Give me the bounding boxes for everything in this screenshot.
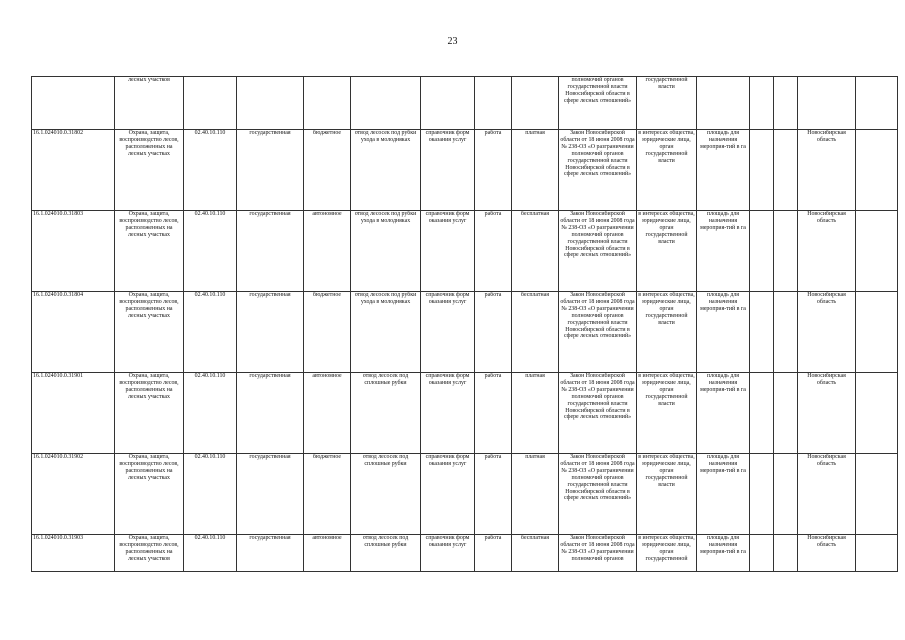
cell-region: Новосибирская область [798, 211, 856, 292]
cell-code: 16.1.024010.0.31802 [32, 130, 115, 211]
cell-form: справочник форм оказания услуг [421, 454, 475, 535]
cell-code: 16.1.024010.0.31902 [32, 454, 115, 535]
cell-consumers: в интересах общества, юридические лица, орган государственной власти [637, 292, 697, 373]
cell-indicator [697, 77, 750, 130]
table-row [32, 535, 898, 572]
cell-payment [512, 77, 559, 130]
cell-code: 16.1.024010.0.31901 [32, 373, 115, 454]
cell-empty [774, 211, 798, 292]
cell-ownership [237, 77, 304, 130]
cell-content [351, 77, 421, 130]
cell-indicator: площадь для назначения мероприя-тий в га [697, 454, 750, 535]
cell-kind: работа [475, 535, 512, 572]
cell-region: Новосибирская область [798, 130, 856, 211]
cell-institution-type [304, 77, 351, 130]
cell-name: Охрана, защита, воспроизводство лесов, расположенных на лесных участках [115, 292, 184, 373]
cell-empty [750, 454, 774, 535]
cell-region: Новосибирская область [798, 454, 856, 535]
table-row [32, 211, 898, 292]
cell-content: отвод лесосек под рубки ухода в молодняках [351, 292, 421, 373]
services-registry-table [31, 76, 898, 572]
cell-consumers: в интересах общества, юридические лица, орган государственной власти [637, 454, 697, 535]
cell-ownership: государственная [237, 211, 304, 292]
cell-region: Новосибирская область [798, 292, 856, 373]
cell-content: отвод лесосек под рубки ухода в молодняках [351, 130, 421, 211]
cell-empty [856, 130, 898, 211]
cell-indicator: площадь для назначения мероприя-тий в га [697, 130, 750, 211]
cell-kind: работа [475, 454, 512, 535]
cell-payment: бесплатная [512, 292, 559, 373]
page-number: 23 [447, 36, 458, 47]
cell-empty [750, 535, 774, 572]
cell-empty [856, 77, 898, 130]
cell-indicator: площадь для назначения мероприя-тий в га [697, 373, 750, 454]
cell-empty [750, 292, 774, 373]
cell-institution-type: бюджетное [304, 454, 351, 535]
cell-payment: бесплатная [512, 211, 559, 292]
table-row [32, 373, 898, 454]
cell-ownership: государственная [237, 373, 304, 454]
cell-payment: платная [512, 454, 559, 535]
cell-consumers: государственной власти [637, 77, 697, 130]
cell-consumers: в интересах общества, юридические лица, орган государственной власти [637, 211, 697, 292]
cell-empty [750, 77, 774, 130]
cell-consumers: в интересах общества, юридические лица, орган государственной [637, 535, 697, 572]
cell-institution-type: бюджетное [304, 292, 351, 373]
cell-legal-basis: Закон Новосибирской области от 18 июня 2008 года № 238-ОЗ «О разграничении полномочий органов государственной власти Новосибирской области в сфере лесных отношений» [559, 211, 637, 292]
cell-consumers: в интересах общества, юридические лица, орган государственной власти [637, 130, 697, 211]
cell-form [421, 77, 475, 130]
cell-indicator: площадь для назначения мероприя-тий в га [697, 535, 750, 572]
cell-name: лесных участков [115, 77, 184, 130]
cell-okved [184, 77, 237, 130]
cell-region: Новосибирская область [798, 373, 856, 454]
cell-empty [774, 130, 798, 211]
cell-empty [774, 454, 798, 535]
cell-code: 16.1.024010.0.31804 [32, 292, 115, 373]
cell-legal-basis: Закон Новосибирской области от 18 июня 2008 года № 238-ОЗ «О разграничении полномочий органов государственной власти Новосибирской области в сфере лесных отношений» [559, 130, 637, 211]
cell-payment: бесплатная [512, 535, 559, 572]
cell-empty [750, 130, 774, 211]
cell-name: Охрана, защита, воспроизводство лесов, расположенных на лесных участках [115, 454, 184, 535]
cell-payment: платная [512, 130, 559, 211]
cell-name: Охрана, защита, воспроизводство лесов, расположенных на лесных участках [115, 130, 184, 211]
table-row [32, 292, 898, 373]
cell-kind: работа [475, 373, 512, 454]
cell-kind: работа [475, 211, 512, 292]
cell-form: справочник форм оказания услуг [421, 292, 475, 373]
cell-region: Новосибирская область [798, 535, 856, 572]
cell-institution-type: автономное [304, 211, 351, 292]
cell-code: 16.1.024010.0.31903 [32, 535, 115, 572]
cell-legal-basis: полномочий органов государственной власти Новосибирской области в сфере лесных отношений» [559, 77, 637, 130]
cell-ownership: государственная [237, 535, 304, 572]
cell-empty [774, 77, 798, 130]
cell-consumers: в интересах общества, юридические лица, орган государственной власти [637, 373, 697, 454]
cell-legal-basis: Закон Новосибирской области от 18 июня 2008 года № 238-ОЗ «О разграничении полномочий органов государственной власти Новосибирской области в сфере лесных отношений» [559, 454, 637, 535]
cell-region [798, 77, 856, 130]
table-row [32, 130, 898, 211]
cell-okved: 02.40.10.110 [184, 211, 237, 292]
cell-form: справочник форм оказания услуг [421, 130, 475, 211]
cell-okved: 02.40.10.110 [184, 292, 237, 373]
cell-name: Охрана, защита, воспроизводство лесов, расположенных на лесных участках [115, 373, 184, 454]
cell-empty [856, 373, 898, 454]
cell-content: отвод лесосек под рубки ухода в молодняках [351, 211, 421, 292]
cell-empty [774, 535, 798, 572]
cell-ownership: государственная [237, 292, 304, 373]
cell-institution-type: автономное [304, 373, 351, 454]
cell-code: 16.1.024010.0.31803 [32, 211, 115, 292]
cell-kind [475, 77, 512, 130]
cell-okved: 02.40.10.110 [184, 373, 237, 454]
cell-empty [856, 535, 898, 572]
cell-okved: 02.40.10.110 [184, 130, 237, 211]
cell-payment: платная [512, 373, 559, 454]
cell-empty [750, 373, 774, 454]
cell-institution-type: автономное [304, 535, 351, 572]
cell-form: справочник форм оказания услуг [421, 535, 475, 572]
cell-empty [750, 211, 774, 292]
cell-form: справочник форм оказания услуг [421, 211, 475, 292]
table-row-continuation [32, 77, 898, 130]
cell-institution-type: бюджетное [304, 130, 351, 211]
cell-legal-basis: Закон Новосибирской области от 18 июня 2008 года № 238-ОЗ «О разграничении полномочий органов государственной власти Новосибирской области в сфере лесных отношений» [559, 292, 637, 373]
cell-empty [856, 292, 898, 373]
cell-empty [856, 454, 898, 535]
cell-okved: 02.40.10.110 [184, 535, 237, 572]
cell-empty [774, 292, 798, 373]
cell-legal-basis: Закон Новосибирской области от 18 июня 2008 года № 238-ОЗ «О разграничении полномочий органов государственной власти Новосибирской области в сфере лесных отношений» [559, 373, 637, 454]
cell-kind: работа [475, 292, 512, 373]
cell-indicator: площадь для назначения мероприя-тий в га [697, 292, 750, 373]
cell-content: отвод лесосек под сплошные рубки [351, 535, 421, 572]
cell-kind: работа [475, 130, 512, 211]
cell-indicator: площадь для назначения мероприя-тий в га [697, 211, 750, 292]
cell-legal-basis: Закон Новосибирской области от 18 июня 2008 года № 238-ОЗ «О разграничении полномочий органов [559, 535, 637, 572]
cell-okved: 02.40.10.110 [184, 454, 237, 535]
cell-ownership: государственная [237, 454, 304, 535]
cell-form: справочник форм оказания услуг [421, 373, 475, 454]
cell-code [32, 77, 115, 130]
cell-empty [856, 211, 898, 292]
cell-ownership: государственная [237, 130, 304, 211]
cell-name: Охрана, защита, воспроизводство лесов, расположенных на лесных участков [115, 535, 184, 572]
cell-content: отвод лесосек под сплошные рубки [351, 454, 421, 535]
cell-content: отвод лесосек под сплошные рубки [351, 373, 421, 454]
cell-name: Охрана, защита, воспроизводство лесов, расположенных на лесных участках [115, 211, 184, 292]
cell-empty [774, 373, 798, 454]
table-row [32, 454, 898, 535]
